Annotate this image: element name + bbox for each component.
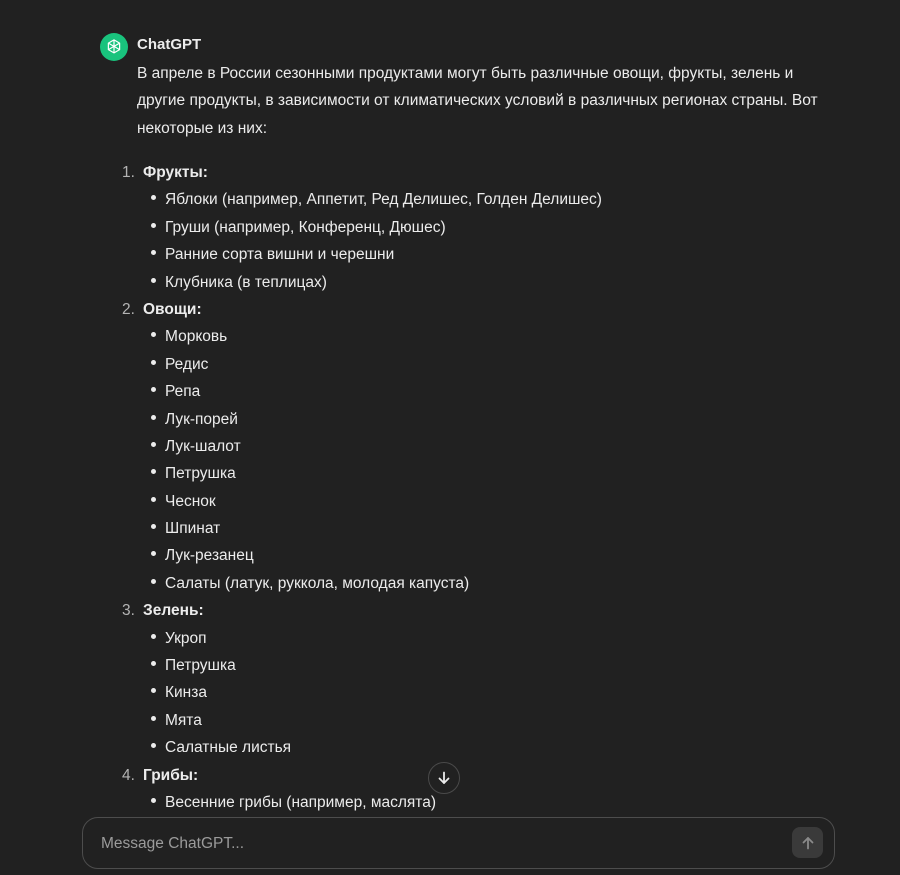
list-item-text: Морковь	[165, 328, 228, 346]
list-item	[100, 214, 820, 241]
list-item	[100, 186, 820, 213]
category-number: 4.	[122, 766, 135, 784]
bullet-dot-icon	[151, 250, 156, 255]
list-item	[100, 679, 820, 706]
bullet-dot-icon	[151, 195, 156, 200]
scroll-to-bottom-button[interactable]	[428, 762, 460, 794]
list-item	[100, 625, 820, 652]
bullet-dot-icon	[151, 387, 156, 392]
bullet-dot-icon	[151, 551, 156, 556]
message-composer	[82, 817, 835, 869]
list-category	[100, 597, 820, 624]
bullet-dot-icon	[151, 661, 156, 666]
bullet-dot-icon	[151, 415, 156, 420]
bullet-dot-icon	[151, 332, 156, 337]
list-item	[100, 707, 820, 734]
list-item	[100, 323, 820, 350]
list-item-text: Весенние грибы (например, маслята)	[165, 793, 436, 811]
list-item-text: Укроп	[165, 629, 207, 647]
list-item-text: Салаты (латук, руккола, молодая капуста)	[165, 574, 470, 592]
message-author: ChatGPT	[137, 36, 202, 53]
bullet-dot-icon	[151, 798, 156, 803]
category-number: 3.	[122, 602, 135, 620]
list-item-text: Ранние сорта вишни и черешни	[165, 246, 395, 264]
send-button[interactable]	[792, 827, 823, 858]
list-item	[100, 734, 820, 761]
list-item	[100, 269, 820, 296]
list-item-text: Груши (например, Конференц, Дюшес)	[165, 218, 446, 236]
list-item-text: Петрушка	[165, 657, 236, 675]
list-item	[100, 652, 820, 679]
bullet-dot-icon	[151, 716, 156, 721]
category-title: Зелень:	[143, 602, 204, 620]
category-title: Фрукты:	[143, 164, 208, 181]
bullet-dot-icon	[151, 579, 156, 584]
arrow-up-icon	[800, 835, 816, 851]
category-title: Овощи:	[143, 300, 202, 318]
bullet-dot-icon	[151, 524, 156, 529]
list-item	[100, 241, 820, 268]
list-item	[100, 406, 820, 433]
list-item-text: Шпинат	[165, 520, 221, 538]
bullet-dot-icon	[151, 688, 156, 693]
bullet-dot-icon	[151, 360, 156, 365]
list-item-text: Лук-шалот	[165, 437, 241, 455]
message-input[interactable]	[99, 818, 783, 870]
bullet-dot-icon	[151, 278, 156, 283]
openai-logo-icon	[105, 38, 123, 56]
list-item-text: Яблоки (например, Аппетит, Ред Делишес, Голден Делишес)	[165, 191, 602, 209]
category-title: Грибы:	[143, 766, 199, 784]
list-item	[100, 351, 820, 378]
list-item-text: Репа	[165, 383, 201, 401]
list-item-text: Лук-резанец	[165, 547, 254, 565]
list-item	[100, 433, 820, 460]
bullet-dot-icon	[151, 743, 156, 748]
list-category	[100, 159, 820, 186]
category-number: 1.	[122, 164, 135, 181]
assistant-avatar	[100, 33, 128, 61]
arrow-down-icon	[436, 770, 452, 786]
list-item-text: Клубника (в теплицах)	[165, 273, 327, 291]
list-item-text: Кинза	[165, 684, 207, 702]
list-item-text: Салатные листья	[165, 739, 292, 757]
list-item-text: Петрушка	[165, 465, 236, 483]
bullet-dot-icon	[151, 634, 156, 639]
list-item	[100, 488, 820, 515]
bullet-dot-icon	[151, 497, 156, 502]
list-item-text: Редис	[165, 355, 209, 373]
list-item	[100, 542, 820, 569]
list-category	[100, 762, 820, 789]
list-category	[100, 296, 820, 323]
list-item	[100, 570, 820, 597]
list-item	[100, 460, 820, 487]
list-item-text: Лук-порей	[165, 410, 238, 428]
list-item	[100, 378, 820, 405]
bullet-dot-icon	[151, 469, 156, 474]
bullet-dot-icon	[151, 223, 156, 228]
category-number: 2.	[122, 300, 135, 318]
message-intro: В апреле в России сезонными продуктами могут быть различные овощи, фрукты, зелень и другие продукты, в зависимости от климатических условий в различных регионах страны. Вот некоторые из них:	[137, 65, 818, 137]
list-item	[100, 515, 820, 542]
bullet-dot-icon	[151, 442, 156, 447]
seasonal-products-list	[100, 159, 820, 816]
list-item-text: Чеснок	[165, 492, 216, 510]
list-item-text: Мята	[165, 711, 202, 729]
